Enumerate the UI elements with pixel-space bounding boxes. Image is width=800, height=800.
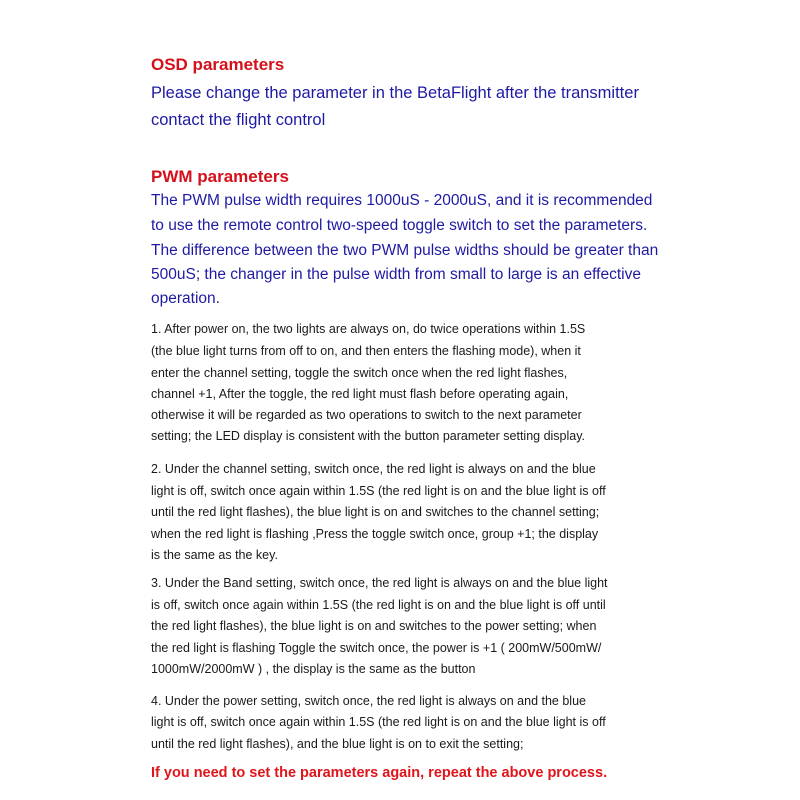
step-4-line: until the red light flashes), and the blue light is on to exit the setting; xyxy=(151,737,524,751)
step-1-line: setting; the LED display is consistent with the button parameter setting display. xyxy=(151,429,586,443)
step-2-line: 2. Under the channel setting, switch once, the red light is always on and the blue xyxy=(151,462,596,476)
step-2-line: when the red light is flashing ,Press the toggle switch once, group +1; the display xyxy=(151,527,599,541)
osd-text-line: contact the flight control xyxy=(151,111,326,129)
pwm-heading: PWM parameters xyxy=(151,167,289,186)
step-4-line: light is off, switch once again within 1.5S (the red light is on and the blue light is off xyxy=(151,715,606,729)
step-2-line: until the red light flashes), the blue light is on and switches to the channel setting; xyxy=(151,505,600,519)
pwm-text-line: The PWM pulse width requires 1000uS - 2000uS, and it is recommended xyxy=(151,192,653,209)
step-2-line: light is off, switch once again within 1.5S (the red light is on and the blue light is off xyxy=(151,484,606,498)
osd-heading: OSD parameters xyxy=(151,55,285,74)
step-3-line: the red light flashes), the blue light is on and switches to the power setting; when xyxy=(151,619,597,633)
step-1-line: 1. After power on, the two lights are always on, do twice operations within 1.5S xyxy=(151,322,586,336)
step-2-line: is the same as the key. xyxy=(151,548,278,562)
step-1-line: otherwise it will be regarded as two operations to switch to the next parameter xyxy=(151,408,582,422)
pwm-text-line: operation. xyxy=(151,290,220,307)
step-1-line: channel +1, After the toggle, the red light must flash before operating again, xyxy=(151,387,569,401)
step-4-line: 4. Under the power setting, switch once, the red light is always on and the blue xyxy=(151,694,586,708)
step-1-line: enter the channel setting, toggle the switch once when the red light flashes, xyxy=(151,366,568,380)
step-3-line: is off, switch once again within 1.5S (the red light is on and the blue light is off until xyxy=(151,598,606,612)
pwm-text-line: The difference between the two PWM pulse widths should be greater than xyxy=(151,242,659,259)
pwm-text-line: to use the remote control two-speed toggle switch to set the parameters. xyxy=(151,217,648,234)
step-3-line: 3. Under the Band setting, switch once, the red light is always on and the blue light xyxy=(151,576,608,590)
repeat-process-note: If you need to set the parameters again, repeat the above process. xyxy=(151,765,608,781)
step-3-line: 1000mW/2000mW ) , the display is the same as the button xyxy=(151,662,476,676)
step-3-line: the red light is flashing Toggle the switch once, the power is +1 ( 200mW/500mW/ xyxy=(151,641,602,655)
osd-text-line: Please change the parameter in the BetaFlight after the transmitter xyxy=(151,84,639,102)
pwm-text-line: 500uS; the changer in the pulse width from small to large is an effective xyxy=(151,266,641,283)
step-1-line: (the blue light turns from off to on, and then enters the flashing mode), when it xyxy=(151,344,581,358)
